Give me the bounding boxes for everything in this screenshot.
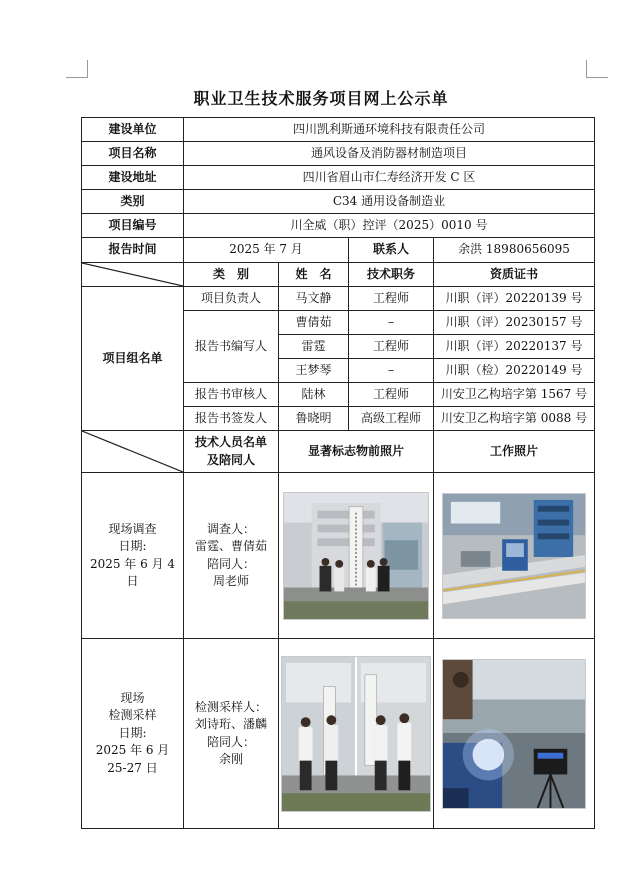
member-title: 工程师 xyxy=(349,335,434,359)
sampling-label-1: 现场 xyxy=(120,691,145,706)
member-name: 雷霆 xyxy=(279,335,349,359)
member-name: 王梦琴 xyxy=(279,359,349,383)
contact-value: 余洪 18980656095 xyxy=(434,238,595,263)
companion-name: 余刚 xyxy=(218,751,243,766)
address-label: 建设地址 xyxy=(82,166,184,190)
team-section-label: 项目组名单 xyxy=(82,287,184,431)
member-category: 报告书审核人 xyxy=(184,383,279,407)
row-unit xyxy=(82,118,595,142)
row-report-time xyxy=(82,238,595,263)
companion-label: 陪同人： xyxy=(206,734,255,749)
member-cert: 川安卫乙构培字第 0088 号 xyxy=(434,407,595,431)
category-value: C34 通用设备制造业 xyxy=(184,190,595,214)
header-title: 技术职务 xyxy=(349,263,434,287)
row-photo-headers xyxy=(82,431,595,473)
member-cert: 川职（检）20220149 号 xyxy=(434,359,595,383)
row-team-headers xyxy=(82,263,595,287)
diagonal-line xyxy=(82,263,183,286)
sampling-landmark-photo xyxy=(281,656,431,812)
member-name: 陆林 xyxy=(279,383,349,407)
sampler-names: 刘诗珩、潘麟 xyxy=(194,717,267,732)
investigator-names: 雷霆、曹倩茹 xyxy=(194,539,267,554)
header-staff-line2: 及陪同人 xyxy=(206,452,255,467)
survey-work-photo-cell xyxy=(434,473,595,639)
page-corner-mark-right xyxy=(586,60,608,78)
member-cert: 川职（评）20220139 号 xyxy=(434,287,595,311)
member-title: 工程师 xyxy=(349,383,434,407)
member-category: 项目负责人 xyxy=(184,287,279,311)
investigator-label: 调查人： xyxy=(206,521,255,536)
sampling-label-2: 检测采样 xyxy=(108,708,157,723)
diagonal-header-cell xyxy=(82,263,184,287)
contact-label: 联系人 xyxy=(349,238,434,263)
sampling-date-label: 日期: xyxy=(118,725,147,740)
member-name: 曹倩茹 xyxy=(279,311,349,335)
row-project-name xyxy=(82,142,595,166)
document-title: 职业卫生技术服务项目网上公示单 xyxy=(193,89,449,108)
sampling-staff-cell xyxy=(184,639,279,829)
sampling-date-cell xyxy=(82,639,184,829)
member-cert: 川职（评）20230157 号 xyxy=(434,311,595,335)
unit-label: 建设单位 xyxy=(82,118,184,142)
member-title: 工程师 xyxy=(349,287,434,311)
header-landmark-photo: 显著标志物前照片 xyxy=(279,431,434,473)
row-sampling xyxy=(82,639,595,829)
disclosure-table xyxy=(81,117,595,829)
project-code-label: 项目编号 xyxy=(82,214,184,238)
address-value: 四川省眉山市仁寿经济开发 C 区 xyxy=(184,166,595,190)
member-title: – xyxy=(349,359,434,383)
survey-date-label: 日期: xyxy=(118,539,147,554)
survey-landmark-photo xyxy=(283,492,429,620)
sampling-work-photo-cell xyxy=(434,639,595,829)
row-project-code xyxy=(82,214,595,238)
page-corner-mark-left xyxy=(66,60,88,78)
sampling-date-line1: 2025 年 6 月 xyxy=(95,743,170,758)
sampling-date-line2: 25-27 日 xyxy=(107,760,158,775)
header-work-photo: 工作照片 xyxy=(434,431,595,473)
survey-landmark-photo-cell xyxy=(279,473,434,639)
diagonal-header-cell xyxy=(82,431,184,473)
diagonal-line xyxy=(82,431,183,472)
report-time-value: 2025 年 7 月 xyxy=(184,238,349,263)
survey-work-photo xyxy=(442,493,586,619)
member-cert: 川安卫乙构培字第 1567 号 xyxy=(434,383,595,407)
companion-label: 陪同人： xyxy=(206,556,255,571)
member-title: – xyxy=(349,311,434,335)
sampling-work-photo xyxy=(442,659,586,809)
survey-date: 2025 年 6 月 4 日 xyxy=(89,556,176,588)
row-address xyxy=(82,166,595,190)
member-category: 报告书编写人 xyxy=(184,311,279,383)
sampling-landmark-photo-cell xyxy=(279,639,434,829)
member-name: 马文静 xyxy=(279,287,349,311)
member-name: 鲁晓明 xyxy=(279,407,349,431)
row-category xyxy=(82,190,595,214)
header-cert: 资质证书 xyxy=(434,263,595,287)
member-cert: 川职（评）20220137 号 xyxy=(434,335,595,359)
category-label: 类别 xyxy=(82,190,184,214)
header-staff-line1: 技术人员名单 xyxy=(194,435,267,450)
header-category: 类 别 xyxy=(184,263,279,287)
companion-name: 周老师 xyxy=(212,573,249,588)
project-name-value: 通风设备及消防器材制造项目 xyxy=(184,142,595,166)
report-time-label: 报告时间 xyxy=(82,238,184,263)
project-name-label: 项目名称 xyxy=(82,142,184,166)
member-category: 报告书签发人 xyxy=(184,407,279,431)
survey-staff-cell xyxy=(184,473,279,639)
survey-date-cell xyxy=(82,473,184,639)
survey-label: 现场调查 xyxy=(108,521,157,536)
member-title: 高级工程师 xyxy=(349,407,434,431)
row-survey xyxy=(82,473,595,639)
header-staff xyxy=(184,431,279,473)
unit-value: 四川凯利斯通环境科技有限责任公司 xyxy=(184,118,595,142)
project-code-value: 川全威（职）控评（2025）0010 号 xyxy=(184,214,595,238)
sampler-label: 检测采样人： xyxy=(194,699,267,714)
header-name: 姓 名 xyxy=(279,263,349,287)
team-row xyxy=(82,287,595,311)
